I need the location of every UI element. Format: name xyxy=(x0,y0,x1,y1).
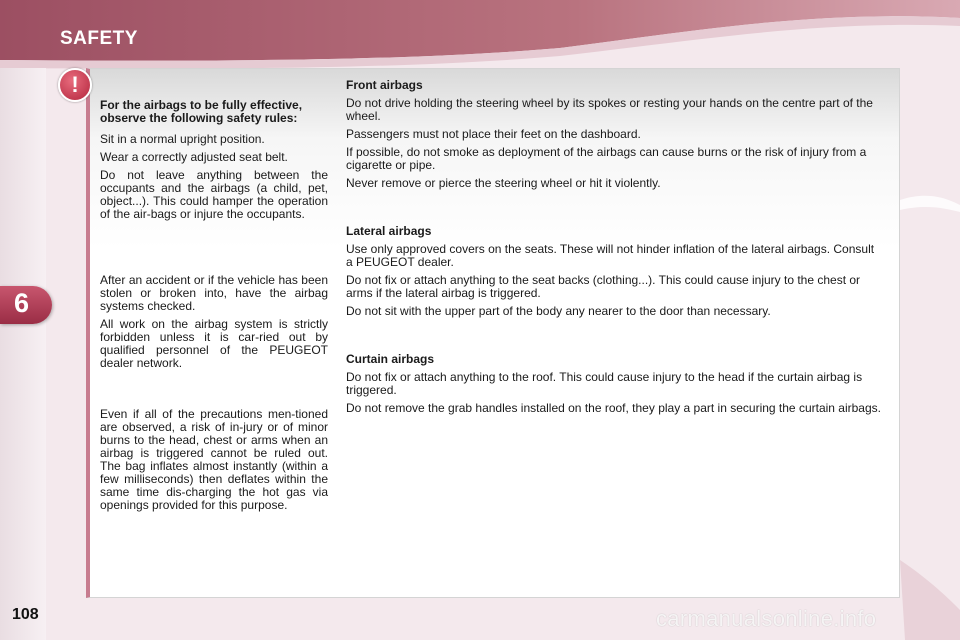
spacer xyxy=(346,323,882,353)
front-airbags-paragraph: If possible, do not smoke as deployment of the airbags can cause burns or the risk of injury from a cigarette or pipe. xyxy=(346,145,867,172)
curtain-airbags-heading: Curtain airbags xyxy=(346,352,435,366)
left-margin-strip xyxy=(0,68,46,640)
chapter-number: 6 xyxy=(14,288,30,318)
lateral-airbags-paragraph: Do not sit with the upper part of the body any nearer to the door than necessary. xyxy=(346,304,771,318)
left-heading: For the airbags to be fully effective, observe the following safety rules: xyxy=(100,98,303,125)
right-column xyxy=(346,79,882,420)
chapter-tab xyxy=(0,286,52,324)
page-number: 108 xyxy=(12,606,39,623)
curtain-airbags-paragraph: Do not remove the grab handles installed on the roof, they play a part in securing the curtain airbags. xyxy=(346,401,881,415)
left-paragraph: Do not leave anything between the occupants and the airbags (a child, pet, object...). This could hamper the operation of the air-bags or injure the occupants. xyxy=(100,168,328,221)
lateral-airbags-paragraph: Use only approved covers on the seats. These will not hinder inflation of the lateral airbags. Consult a PEUGEOT dealer. xyxy=(346,242,875,269)
page-title: SAFETY xyxy=(60,28,138,49)
front-airbags-heading: Front airbags xyxy=(346,78,423,92)
left-paragraph: After an accident or if the vehicle has been stolen or broken into, have the airbag systems checked. xyxy=(100,273,328,313)
lateral-airbags-paragraph: Do not fix or attach anything to the seat backs (clothing...). This could cause injury to the chest or arms if the lateral airbag is triggered. xyxy=(346,273,861,300)
lateral-airbags-heading: Lateral airbags xyxy=(346,224,432,238)
left-paragraph: Wear a correctly adjusted seat belt. xyxy=(100,150,288,164)
front-airbags-paragraph: Do not drive holding the steering wheel by its spokes or resting your hands on the centre part of the wheel. xyxy=(346,96,873,123)
front-airbags-paragraph: Never remove or pierce the steering wheel or hit it violently. xyxy=(346,176,661,190)
spacer xyxy=(100,375,328,408)
watermark: carmanualsonline.info xyxy=(656,606,877,631)
left-paragraph: Sit in a normal upright position. xyxy=(100,132,265,146)
spacer xyxy=(346,195,882,225)
curtain-airbags-paragraph: Do not fix or attach anything to the roof. This could cause injury to the head if the curtain airbag is triggered. xyxy=(346,370,863,397)
front-airbags-paragraph: Passengers must not place their feet on the dashboard. xyxy=(346,127,641,141)
exclamation-glyph: ! xyxy=(71,72,79,97)
left-paragraph: All work on the airbag system is strictly forbidden unless it is car-ried out by qualified personnel of the PEUGEOT dealer network. xyxy=(100,317,328,370)
left-paragraph: Even if all of the precautions men-tioned are observed, a risk of in-jury or of minor burns to the head, chest or arms when an airbag is triggered cannot be ruled out. The bag inflates almost instantly (within a few milliseconds) then deflates within the same time dis-charging the hot gas via openings provided for this purpose. xyxy=(100,407,328,512)
spacer xyxy=(100,226,328,274)
exclamation-warning-icon xyxy=(58,68,92,102)
left-column xyxy=(100,99,328,517)
